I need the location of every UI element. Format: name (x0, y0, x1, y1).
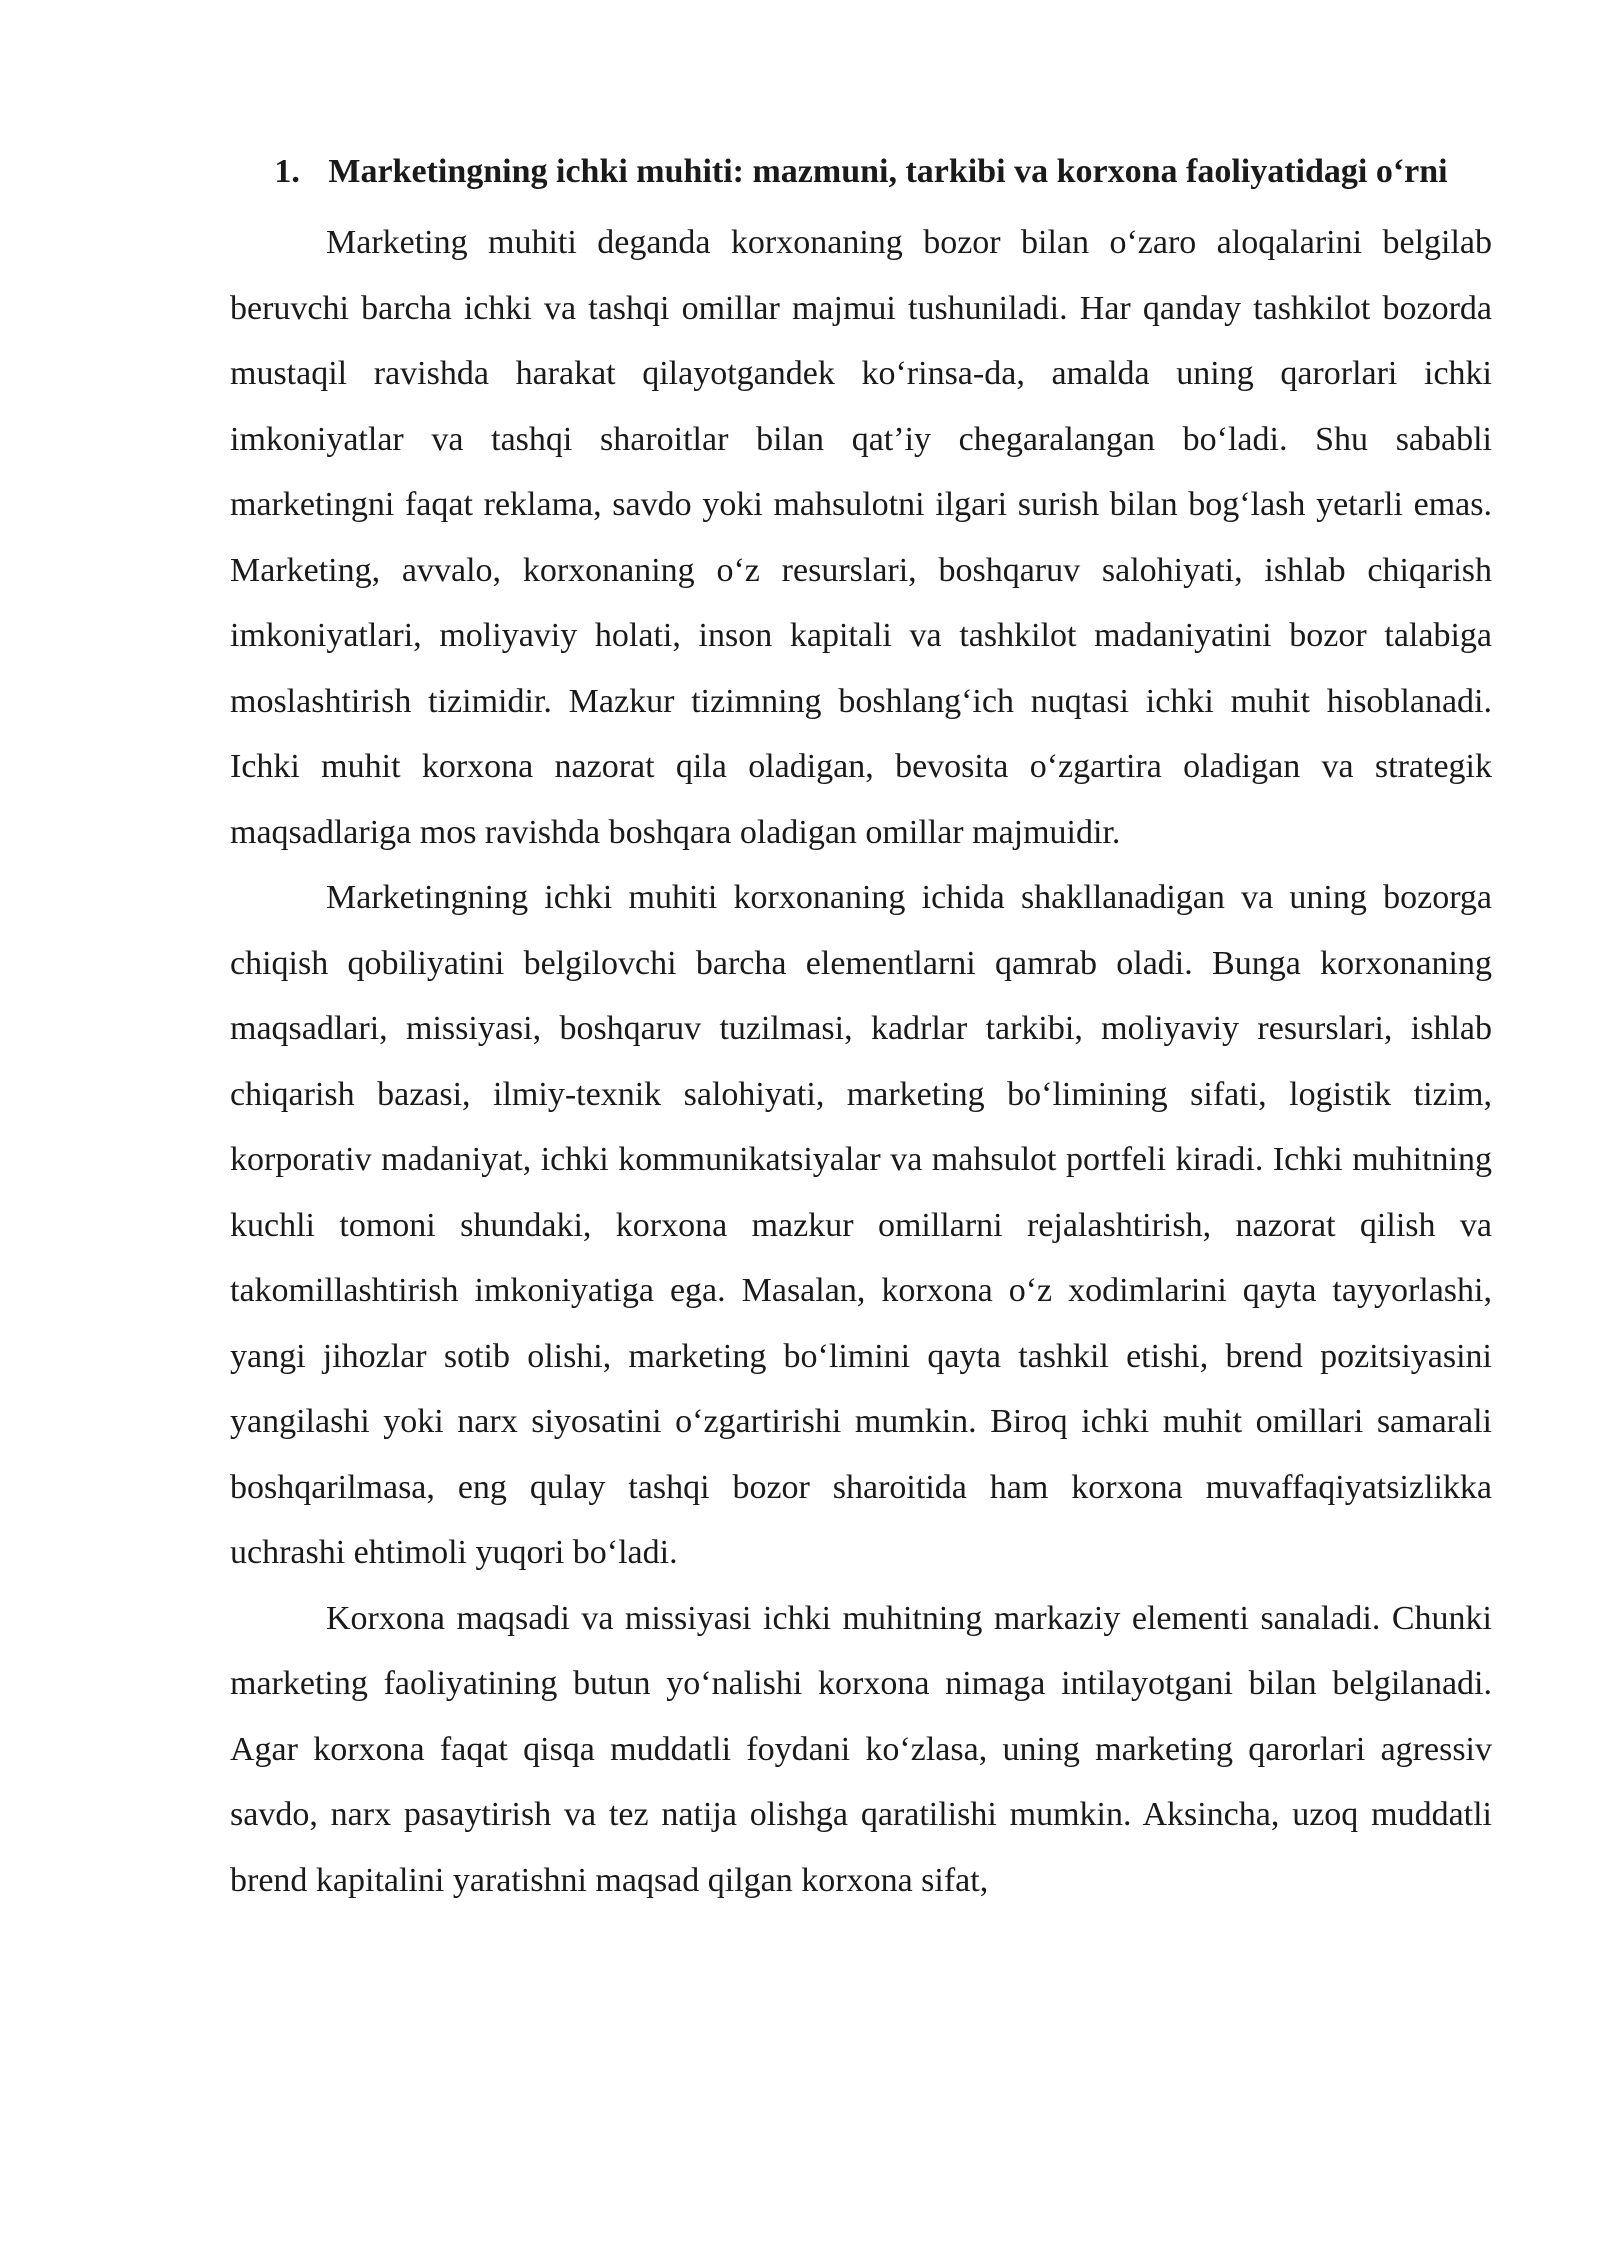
section-number: 1. (274, 153, 300, 190)
section-title: Marketingning ichki muhiti: mazmuni, tarkibi va korxona faoliyatidagi o‘rni (328, 153, 1448, 190)
section-heading (230, 150, 1492, 194)
body-paragraph-2: Marketingning ichki muhiti korxonaning ichida shakllanadigan va uning bozorga chiqish qobiliyatini belgilovchi barcha elementlarni qamrab oladi. Bunga korxonaning maqsadlari, missiyasi, boshqaruv tuzilmasi, kadrlar tarkibi, moliyaviy resurslari, ishlab chiqarish bazasi, ilmiy-texnik salohiyati, marketing bo‘limining sifati, logistik tizim, korporativ madaniyat, ichki kommunikatsiyalar va mahsulot portfeli kiradi. Ichki muhitning kuchli tomoni shundaki, korxona mazkur omillarni rejalashtirish, nazorat qilish va takomillashtirish imkoniyatiga ega. Masalan, korxona o‘z xodimlarini qayta tayyorlashi, yangi jihozlar sotib olishi, marketing bo‘limini qayta tashkil etishi, brend pozitsiyasini yangilashi yoki narx siyosatini o‘zgartirishi mumkin. Biroq ichki muhit omillari samarali boshqarilmasa, eng qulay tashqi bozor sharoitida ham korxona muvaffaqiyatsizlikka uchrashi ehtimoli yuqori bo‘ladi. (230, 879, 1492, 1571)
body-paragraph-1: Marketing muhiti deganda korxonaning bozor bilan o‘zaro aloqalarini belgilab beruvchi barcha ichki va tashqi omillar majmui tushuniladi. Har qanday tashkilot bozorda mustaqil ravishda harakat qilayotgandek ko‘rinsa-da, amalda uning qarorlari ichki imkoniyatlar va tashqi sharoitlar bilan qat’iy chegaralangan bo‘ladi. Shu sababli marketingni faqat reklama, savdo yoki mahsulotni ilgari surish bilan bog‘lash yetarli emas. Marketing, avvalo, korxonaning o‘z resurslari, boshqaruv salohiyati, ishlab chiqarish imkoniyatlari, moliyaviy holati, inson kapitali va tashkilot madaniyatini bozor talabiga moslashtirish tizimidir. Mazkur tizimning boshlang‘ich nuqtasi ichki muhit hisoblanadi. Ichki muhit korxona nazorat qila oladigan, bevosita o‘zgartira oladigan va strategik maqsadlariga mos ravishda boshqara oladigan omillar majmuidir. (230, 224, 1492, 851)
document-page (230, 150, 1492, 1913)
body-paragraph-3: Korxona maqsadi va missiyasi ichki muhitning markaziy elementi sanaladi. Chunki marketing faoliyatining butun yo‘nalishi korxona nimaga intilayotgani bilan belgilanadi. Agar korxona faqat qisqa muddatli foydani ko‘zlasa, uning marketing qarorlari agressiv savdo, narx pasaytirish va tez natija olishga qaratilishi mumkin. Aksincha, uzoq muddatli brend kapitalini yaratishni maqsad qilgan korxona sifat, (230, 1599, 1492, 1899)
